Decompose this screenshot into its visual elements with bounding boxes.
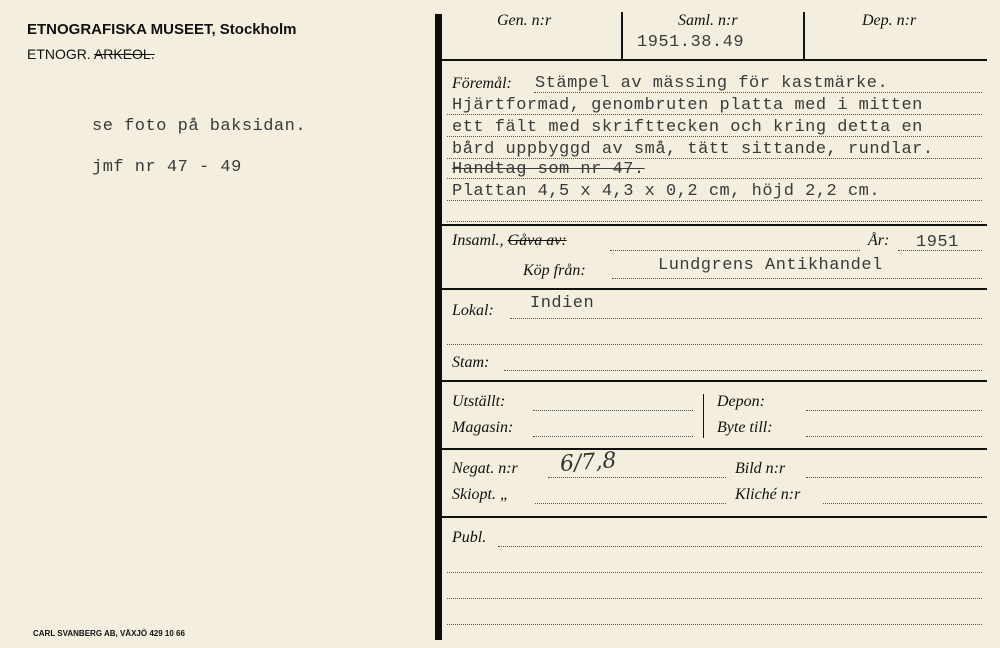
divider-insaml [442,288,987,290]
divider-lokal [442,380,987,382]
lokal-value: Indien [530,294,595,313]
negat-value: 6/7,8 [559,448,618,477]
dept-etnogr: ETNOGR. [27,46,91,62]
stam-label: Stam: [452,354,490,371]
skiopt-dots [535,503,726,504]
form-left-border [435,14,442,640]
stam-dots [504,370,982,371]
gen-label: Gen. n:r [497,12,552,29]
gava-label: Gåva av: [507,232,567,249]
header-sep-2 [803,12,805,59]
foremal-line-4: bård uppbyggd av små, tätt sittande, rundlar. [452,140,934,159]
bild-label: Bild n:r [735,460,786,477]
skiopt-label: Skiopt. „ [452,486,509,503]
foremal-line-5: Handtag som nr 47. [452,160,645,179]
bild-dots [806,477,982,478]
divider-foremal [442,224,987,226]
printer-imprint: CARL SVANBERG AB, VÄXJÖ 429 10 66 [33,629,185,638]
utstallt-label: Utställt: [452,393,506,410]
storage-sep [703,394,704,438]
dept-arkeol: ARKEOL. [93,46,155,62]
header-sep-1 [621,12,623,59]
foremal-label: Föremål: [452,75,512,92]
kop-label: Köp från: [523,262,586,279]
foremal-line-1: Stämpel av mässing för kastmärke. [535,74,889,93]
museum-name: ETNOGRAFISKA MUSEET, Stockholm [27,21,297,38]
insaml-line [452,232,567,250]
byte-dots [806,436,982,437]
publ-dots-1 [498,546,982,547]
kliche-dots [823,503,982,504]
divider-negat [442,516,987,518]
kliche-label: Kliché n:r [735,486,801,503]
lokal-dots-2 [447,344,982,345]
insaml-label: Insaml., [452,232,504,249]
ar-value: 1951 [916,233,959,252]
depon-dots [806,410,982,411]
lokal-dots-1 [510,318,982,319]
publ-dots-3 [447,598,982,599]
foremal-line-6: Plattan 4,5 x 4,3 x 0,2 cm, höjd 2,2 cm. [452,182,881,201]
lokal-label: Lokal: [452,302,494,319]
publ-dots-4 [447,624,982,625]
negat-dots [548,477,726,478]
magasin-label: Magasin: [452,419,514,436]
foremal-line-2: Hjärtformad, genombruten platta med i mitten [452,96,923,115]
saml-label: Saml. n:r [678,12,738,29]
kop-dots [612,278,982,279]
utstallt-dots [533,410,693,411]
foremal-dots-7 [447,221,982,222]
publ-label: Publ. [452,529,487,546]
divider-header [442,59,987,61]
depon-label: Depon: [717,393,765,410]
negat-label: Negat. n:r [452,460,518,477]
department-line [27,46,155,62]
note-photo: se foto på baksidan. [92,117,307,136]
magasin-dots [533,436,693,437]
byte-label: Byte till: [717,419,773,436]
publ-dots-2 [447,572,982,573]
kop-value: Lundgrens Antikhandel [658,256,883,275]
insaml-dots [610,250,860,251]
note-compare: jmf nr 47 - 49 [92,158,242,177]
divider-storage [442,448,987,450]
dep-label: Dep. n:r [862,12,917,29]
saml-value: 1951.38.49 [637,33,745,52]
foremal-line-3: ett fält med skrifttecken och kring detta en [452,118,923,137]
ar-label: År: [868,232,890,249]
